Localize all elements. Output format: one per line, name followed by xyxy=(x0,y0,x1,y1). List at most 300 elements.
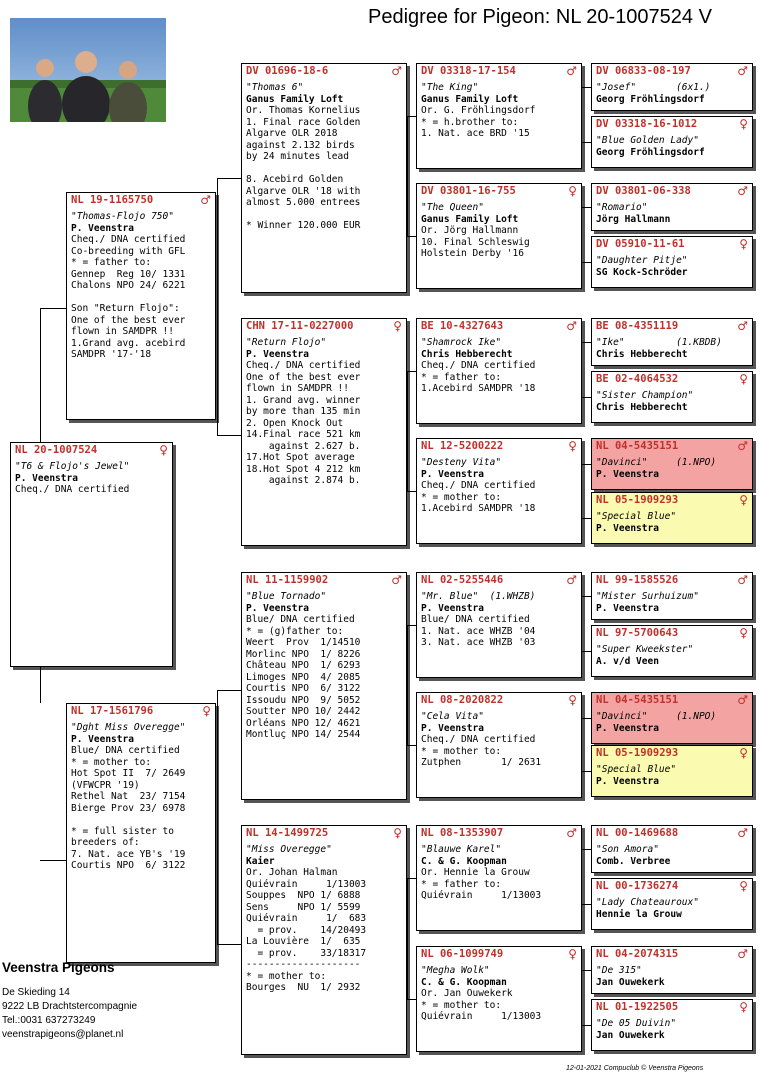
pigeon-name: "Romario" xyxy=(596,202,648,213)
info-line: * = mother to: xyxy=(246,970,327,982)
info-line: Co-breeding with GFL xyxy=(71,245,186,257)
ring-header xyxy=(596,948,748,961)
info-line: 1.Acebird SAMDPR '18 xyxy=(421,383,536,394)
info-line: 3. Nat. ace WHZB '03 xyxy=(421,637,536,648)
ring-number: DV 06833-08-197 xyxy=(596,65,691,77)
info-line: Son "Return Flojo": xyxy=(71,303,180,314)
pedigree-connector xyxy=(407,371,408,491)
owner-name: Jan Ouwekerk xyxy=(596,1029,665,1041)
info-line: * = mother to: xyxy=(71,756,152,768)
owner-name: Hennie la Grouw xyxy=(596,908,682,920)
owner-name: P. Veenstra xyxy=(421,602,484,614)
pedigree-connector xyxy=(40,308,41,442)
ring-header xyxy=(596,1001,748,1014)
info-line: Or. Jörg Hallmann xyxy=(421,225,519,236)
info-line: against 2.132 birds xyxy=(246,139,355,151)
ring-header xyxy=(421,827,577,840)
pigeon-card-sss[interactable] xyxy=(416,63,582,169)
male-symbol-icon: ♂ xyxy=(737,439,748,453)
pigeon-name: "Cela Vita" xyxy=(421,711,484,722)
ring-header xyxy=(246,574,402,587)
ring-number: DV 03801-16-755 xyxy=(421,185,516,197)
male-symbol-icon: ♂ xyxy=(566,319,577,333)
ring-number: NL 08-1353907 xyxy=(421,827,504,839)
address-city: 9222 LB Drachtstercompagnie xyxy=(2,1001,138,1012)
pigeon-name: "Davinci" (1.NPO) xyxy=(596,711,717,722)
pedigree-connector xyxy=(407,116,408,236)
ring-number: NL 11-1159902 xyxy=(246,574,329,586)
pigeon-card-ds[interactable] xyxy=(241,572,407,800)
pigeon-card-sire[interactable] xyxy=(66,192,216,420)
ring-header xyxy=(596,694,748,707)
info-line: * = full sister to xyxy=(71,825,174,837)
pigeon-card-g6[interactable] xyxy=(591,371,753,423)
owner-name: P. Veenstra xyxy=(421,468,484,480)
owner-name: Ganus Family Loft xyxy=(246,93,344,105)
female-symbol-icon: ♀ xyxy=(393,826,402,840)
pigeon-name: "Daughter Pitje" xyxy=(596,255,688,266)
ring-number: NL 01-1922505 xyxy=(596,1001,679,1013)
pigeon-card-sds[interactable] xyxy=(416,318,582,424)
pedigree-connector xyxy=(582,464,591,465)
owner-name: P. Veenstra xyxy=(596,522,659,534)
ring-number: DV 03801-06-338 xyxy=(596,185,691,197)
pigeon-name: "Thomas-Flojo 750" xyxy=(71,211,174,222)
owner-name: P. Veenstra xyxy=(596,775,659,787)
info-line: against 2.627 b. xyxy=(246,440,361,452)
info-line: * = (g)father to: xyxy=(246,625,344,637)
info-line: * = mother to: xyxy=(421,745,502,757)
info-line: Courtis NPO 6/ 3122 xyxy=(71,860,186,871)
pigeon-card-g10[interactable] xyxy=(591,625,753,677)
pedigree-connector xyxy=(217,435,241,436)
info-line: Or. G. Fröhlingsdorf xyxy=(421,105,536,116)
info-line: * = mother to: xyxy=(421,999,502,1011)
ring-number: BE 10-4327643 xyxy=(421,320,504,332)
owner-name: P. Veenstra xyxy=(246,602,309,614)
pigeon-name: "Dght Miss Overegge" xyxy=(71,722,186,733)
owner-name: P. Veenstra xyxy=(246,348,309,360)
info-line: Algarve OLR 2018 xyxy=(246,128,338,139)
pigeon-card-g3[interactable] xyxy=(591,183,753,231)
owner-name: A. v/d Veen xyxy=(596,655,659,667)
info-line: Chalons NPO 24/ 6221 xyxy=(71,280,186,291)
pedigree-connector xyxy=(407,745,416,746)
owner-name: Chris Hebberecht xyxy=(421,348,513,360)
ring-number: NL 06-1099749 xyxy=(421,948,504,960)
ring-header xyxy=(421,694,577,707)
ring-number: NL 05-1909293 xyxy=(596,494,679,506)
ring-header xyxy=(596,440,748,453)
info-line: Quiévrain 1/13003 xyxy=(421,1011,542,1022)
female-symbol-icon: ♀ xyxy=(739,1000,748,1014)
info-line: 17.Hot Spot average xyxy=(246,452,355,463)
ring-number: NL 00-1736274 xyxy=(596,880,679,892)
owner-name: SG Kock-Schröder xyxy=(596,266,688,278)
pigeon-card-g8[interactable] xyxy=(591,492,753,544)
pigeon-card-ssd[interactable] xyxy=(416,183,582,289)
pedigree-connector xyxy=(582,771,591,772)
ring-header xyxy=(596,747,748,760)
info-line: Weert Prov 1/14510 xyxy=(246,637,361,648)
info-line: Quiévrain 1/13003 xyxy=(246,878,367,890)
info-line: Souppes NPO 1/ 6888 xyxy=(246,890,361,901)
pedigree-connector xyxy=(582,207,591,208)
info-line xyxy=(246,209,402,221)
info-line: Soutter NPO 10/ 2442 xyxy=(246,706,361,717)
owner-name: Comb. Verbree xyxy=(596,855,671,867)
pigeon-name: "Lady Chateauroux" xyxy=(596,897,699,908)
pigeon-name: "De 05 Duivin" xyxy=(596,1018,677,1029)
pedigree-connector xyxy=(582,596,591,597)
pedigree-connector xyxy=(407,878,408,999)
female-symbol-icon: ♀ xyxy=(739,879,748,893)
ring-header xyxy=(596,494,748,507)
pigeon-card-g13[interactable] xyxy=(591,825,753,873)
pedigree-connector xyxy=(40,308,66,309)
info-line: SAMDPR '17-'18 xyxy=(71,349,152,360)
family-photo xyxy=(10,18,166,122)
info-line: Holstein Derby '16 xyxy=(421,248,524,259)
pedigree-connector xyxy=(582,142,591,143)
pedigree-connector xyxy=(217,178,241,179)
male-symbol-icon: ♂ xyxy=(737,693,748,707)
male-symbol-icon: ♂ xyxy=(566,64,577,78)
pigeon-name: "T6 & Flojo's Jewel" xyxy=(15,461,130,472)
owner-name: P. Veenstra xyxy=(596,722,659,734)
info-line: Courtis NPO 6/ 3122 xyxy=(246,683,361,694)
info-line xyxy=(71,292,211,304)
pedigree-connector xyxy=(582,718,591,719)
pedigree-connector xyxy=(407,878,416,879)
info-line: Cheq./ DNA certified xyxy=(421,360,536,371)
pedigree-connector xyxy=(582,262,591,263)
owner-name: Kaier xyxy=(246,855,275,867)
ring-header xyxy=(421,65,577,78)
info-line: flown in SAMDPR !! xyxy=(246,383,349,394)
info-line: Montluç NPO 14/ 2544 xyxy=(246,729,361,740)
ring-number: NL 14-1499725 xyxy=(246,827,329,839)
info-line: Quiévrain 1/ 683 xyxy=(246,913,367,924)
pedigree-connector xyxy=(407,625,408,745)
female-symbol-icon: ♀ xyxy=(159,443,168,457)
pigeon-name: "Blue Golden Lady" xyxy=(596,135,699,146)
pigeon-card-dss[interactable] xyxy=(416,572,582,678)
ring-number: NL 05-1909293 xyxy=(596,747,679,759)
info-line: Zutphen 1/ 2631 xyxy=(421,757,542,768)
female-symbol-icon: ♀ xyxy=(739,372,748,386)
info-line: -------------------- xyxy=(246,959,361,970)
pedigree-connector xyxy=(582,651,591,652)
pigeon-name: "Josef" (6x1.) xyxy=(596,82,711,93)
ring-header xyxy=(421,185,577,198)
ring-number: BE 08-4351119 xyxy=(596,320,679,332)
pigeon-name: "Son Amora" xyxy=(596,844,659,855)
pigeon-name: "Megha Wolk" xyxy=(421,965,490,976)
pigeon-card-g12[interactable] xyxy=(591,745,753,797)
pigeon-name: "Davinci" (1.NPO) xyxy=(596,457,717,468)
pigeon-name: "Blauwe Karel" xyxy=(421,844,502,855)
ring-header xyxy=(421,320,577,333)
ring-header xyxy=(246,320,402,333)
info-line: * = father to: xyxy=(71,257,152,268)
pedigree-connector xyxy=(582,849,591,850)
info-line: 1.Grand avg. acebird xyxy=(71,337,186,349)
pigeon-name: "Special Blue" xyxy=(596,764,677,775)
owner-name: Chris Hebberecht xyxy=(596,401,688,413)
pigeon-name: "Thomas 6" xyxy=(246,82,304,93)
address-street: De Skieding 14 xyxy=(2,987,70,998)
pigeon-name: "De 315" xyxy=(596,965,642,976)
ring-number: NL 02-5255446 xyxy=(421,574,504,586)
ring-number: NL 12-5200222 xyxy=(421,440,504,452)
pigeon-card-g7[interactable] xyxy=(591,438,753,490)
address-phone: Tel.:0031 637273249 xyxy=(2,1015,96,1026)
female-symbol-icon: ♀ xyxy=(739,746,748,760)
female-symbol-icon: ♀ xyxy=(739,237,748,251)
ring-header xyxy=(596,880,748,893)
info-line: Bourges NU 1/ 2932 xyxy=(246,982,361,993)
pedigree-connector xyxy=(582,970,591,971)
info-line: Or. Thomas Kornelius xyxy=(246,105,361,116)
ring-header xyxy=(421,574,577,587)
ring-header xyxy=(596,627,748,640)
ring-header xyxy=(596,320,748,333)
owner-name: Georg Fröhlingsdorf xyxy=(596,146,705,158)
pigeon-name: "Miss Overegge" xyxy=(246,844,332,855)
ring-number: NL 04-5435151 xyxy=(596,694,679,706)
info-line: Cheq./ DNA certified xyxy=(421,480,536,491)
pigeon-name: "Desteny Vita" xyxy=(421,457,502,468)
pedigree-connector xyxy=(407,116,416,117)
ring-header xyxy=(596,238,748,251)
ring-number: NL 20-1007524 xyxy=(15,444,98,456)
info-line: 18.Hot Spot 4 212 km xyxy=(246,463,361,475)
owner-name: P. Veenstra xyxy=(71,733,134,745)
info-line: 1. Final race Golden xyxy=(246,116,361,128)
male-symbol-icon: ♂ xyxy=(566,826,577,840)
pigeon-name: "Blue Tornado" xyxy=(246,591,327,602)
female-symbol-icon: ♀ xyxy=(739,493,748,507)
info-line: Or. Johan Halman xyxy=(246,867,338,878)
pigeon-card-sd[interactable] xyxy=(241,318,407,546)
info-line: Or. Jan Ouwekerk xyxy=(421,988,513,999)
info-line: breeders of: xyxy=(71,837,140,848)
pedigree-connector xyxy=(407,236,416,237)
pigeon-card-ddd[interactable] xyxy=(416,946,582,1052)
female-symbol-icon: ♀ xyxy=(739,117,748,131)
pigeon-name: "The Queen" xyxy=(421,202,484,213)
info-line: One of the best ever xyxy=(246,371,361,383)
pigeon-card-dds[interactable] xyxy=(416,825,582,931)
info-line: = prov. 14/20493 xyxy=(246,924,367,936)
ring-header xyxy=(596,574,748,587)
ring-header xyxy=(596,65,748,78)
ring-header xyxy=(421,440,577,453)
pigeon-name: "Shamrock Ike" xyxy=(421,337,502,348)
ring-number: NL 99-1585526 xyxy=(596,574,679,586)
ring-header xyxy=(246,65,402,78)
owner-name: Ganus Family Loft xyxy=(421,213,519,225)
loft-name: Veenstra Pigeons xyxy=(2,960,115,975)
info-line: Algarve OLR '18 with xyxy=(246,185,361,197)
owner-name: P. Veenstra xyxy=(15,472,78,484)
pedigree-connector xyxy=(582,87,591,88)
info-line: 2. Open Knock Out xyxy=(246,417,344,429)
male-symbol-icon: ♂ xyxy=(391,573,402,587)
info-line: 1. Nat. ace BRD '15 xyxy=(421,128,530,139)
info-line: One of the best ever xyxy=(71,314,186,326)
owner-name: P. Veenstra xyxy=(596,468,659,480)
male-symbol-icon: ♂ xyxy=(566,573,577,587)
female-symbol-icon: ♀ xyxy=(393,319,402,333)
pigeon-card-g2[interactable] xyxy=(591,116,753,168)
pigeon-card-ss[interactable] xyxy=(241,63,407,293)
pedigree-connector xyxy=(217,690,241,691)
female-symbol-icon: ♀ xyxy=(568,184,577,198)
ring-header xyxy=(596,118,748,131)
ring-number: NL 08-2020822 xyxy=(421,694,504,706)
ring-number: NL 97-5700643 xyxy=(596,627,679,639)
info-line: Château NPO 1/ 6293 xyxy=(246,660,361,671)
pigeon-name: "Mister Surhuizum" xyxy=(596,591,699,602)
pigeon-card-g11[interactable] xyxy=(591,692,753,744)
ring-number: NL 04-5435151 xyxy=(596,440,679,452)
pigeon-name: "Sister Champion" xyxy=(596,390,694,401)
ring-number: NL 04-2074315 xyxy=(596,948,679,960)
pedigree-connector xyxy=(582,342,591,343)
male-symbol-icon: ♂ xyxy=(737,826,748,840)
male-symbol-icon: ♂ xyxy=(737,184,748,198)
pigeon-name: "Super Kweekster" xyxy=(596,644,694,655)
ring-header xyxy=(71,705,211,718)
ring-number: BE 02-4064532 xyxy=(596,373,679,385)
info-line: Quiévrain 1/13003 xyxy=(421,890,542,901)
owner-name: Jan Ouwekerk xyxy=(596,976,665,988)
pedigree-connector xyxy=(217,690,218,944)
male-symbol-icon: ♂ xyxy=(737,319,748,333)
ring-number: DV 03318-17-154 xyxy=(421,65,516,77)
info-line: Blue/ DNA certified xyxy=(246,614,355,625)
info-line xyxy=(71,814,211,826)
ring-header xyxy=(421,948,577,961)
info-line: Cheq./ DNA certified xyxy=(246,360,361,371)
pigeon-card-g5[interactable] xyxy=(591,318,753,366)
pedigree-connector xyxy=(407,491,416,492)
info-line: 1. Nat. ace WHZB '04 xyxy=(421,625,536,637)
pedigree-connector xyxy=(407,371,416,372)
info-line: 8. Acebird Golden xyxy=(246,174,344,185)
pedigree-connector xyxy=(407,625,416,626)
pigeon-card-dam[interactable] xyxy=(66,703,216,963)
owner-name: Ganus Family Loft xyxy=(421,93,519,105)
pedigree-connector xyxy=(582,904,591,905)
male-symbol-icon: ♂ xyxy=(737,947,748,961)
info-line: Bierge Prov 23/ 6978 xyxy=(71,802,186,814)
info-line: Or. Hennie la Grouw xyxy=(421,867,530,878)
ring-header xyxy=(596,185,748,198)
owner-name: P. Veenstra xyxy=(596,602,659,614)
pedigree-connector xyxy=(40,667,41,703)
info-line: against 2.874 b. xyxy=(246,475,361,486)
pigeon-card-g15[interactable] xyxy=(591,946,753,994)
pigeon-card-g4[interactable] xyxy=(591,236,753,288)
info-line: 1. Grand avg. winner xyxy=(246,394,361,406)
male-symbol-icon: ♂ xyxy=(391,64,402,78)
pigeon-card-g9[interactable] xyxy=(591,572,753,620)
address-email[interactable]: veenstrapigeons@planet.nl xyxy=(2,1029,124,1040)
pigeon-card-dd[interactable] xyxy=(241,825,407,1055)
pigeon-card-g1[interactable] xyxy=(591,63,753,111)
pedigree-connector xyxy=(582,1025,591,1026)
owner-name: P. Veenstra xyxy=(71,222,134,234)
pedigree-connector xyxy=(40,860,66,861)
info-line: 14.Final race 521 km xyxy=(246,429,361,440)
info-line: by more than 135 min xyxy=(246,406,361,417)
ring-header xyxy=(246,827,402,840)
pigeon-name: "The King" xyxy=(421,82,479,93)
pedigree-connector xyxy=(217,944,241,945)
info-line: * Winner 120.000 EUR xyxy=(246,220,361,231)
pigeon-name: "Return Flojo" xyxy=(246,337,327,348)
info-line: Blue/ DNA certified xyxy=(71,745,180,756)
info-line: = prov. 33/18317 xyxy=(246,947,367,959)
info-line: Sens NPO 1/ 5599 xyxy=(246,901,361,913)
female-symbol-icon: ♀ xyxy=(202,704,211,718)
pedigree-connector xyxy=(217,178,218,435)
owner-name: Chris Hebberecht xyxy=(596,348,688,360)
pigeon-card-g14[interactable] xyxy=(591,878,753,930)
pigeon-name: "Ike" (1.KBDB) xyxy=(596,337,722,348)
info-line: almost 5.000 entrees xyxy=(246,197,361,208)
male-symbol-icon: ♂ xyxy=(200,193,211,207)
ring-header xyxy=(71,194,211,207)
pigeon-card-sdd[interactable] xyxy=(416,438,582,544)
pedigree-connector xyxy=(407,999,416,1000)
ring-number: DV 03318-16-1012 xyxy=(596,118,698,130)
info-line: Cheq./ DNA certified xyxy=(421,734,536,745)
ring-header xyxy=(596,373,748,386)
pigeon-card-g16[interactable] xyxy=(591,999,753,1051)
info-line: 10. Final Schleswig xyxy=(421,236,530,248)
page-title: Pedigree for Pigeon: NL 20-1007524 V xyxy=(368,6,712,28)
female-symbol-icon: ♀ xyxy=(568,439,577,453)
ring-header xyxy=(15,444,168,457)
owner-name: P. Veenstra xyxy=(421,722,484,734)
owner-name: C. & G. Koopman xyxy=(421,855,507,867)
info-line: (VFWCPR '19) xyxy=(71,779,140,791)
info-line: Issoudu NPO 9/ 5052 xyxy=(246,694,361,706)
owner-name: Jörg Hallmann xyxy=(596,213,671,225)
pigeon-card-dsd[interactable] xyxy=(416,692,582,798)
ring-number: DV 05910-11-61 xyxy=(596,238,685,250)
info-line: 1.Acebird SAMDPR '18 xyxy=(421,503,536,514)
ring-header xyxy=(596,827,748,840)
info-line: Cheq./ DNA certified xyxy=(71,234,186,245)
pedigree-connector xyxy=(582,397,591,398)
pigeon-card-subject[interactable] xyxy=(10,442,173,667)
info-line: Limoges NPO 4/ 2085 xyxy=(246,671,361,683)
info-line: Cheq./ DNA certified xyxy=(15,484,130,495)
info-line: Morlinc NPO 1/ 8226 xyxy=(246,648,361,660)
info-line: Hot Spot II 7/ 2649 xyxy=(71,768,186,779)
ring-number: NL 17-1561796 xyxy=(71,705,154,717)
ring-number: NL 19-1165750 xyxy=(71,194,154,206)
info-line: flown in SAMDPR !! xyxy=(71,326,174,337)
info-line: 7. Nat. ace YB's '19 xyxy=(71,848,186,860)
info-line xyxy=(246,163,402,175)
info-line: * = h.brother to: xyxy=(421,116,519,128)
